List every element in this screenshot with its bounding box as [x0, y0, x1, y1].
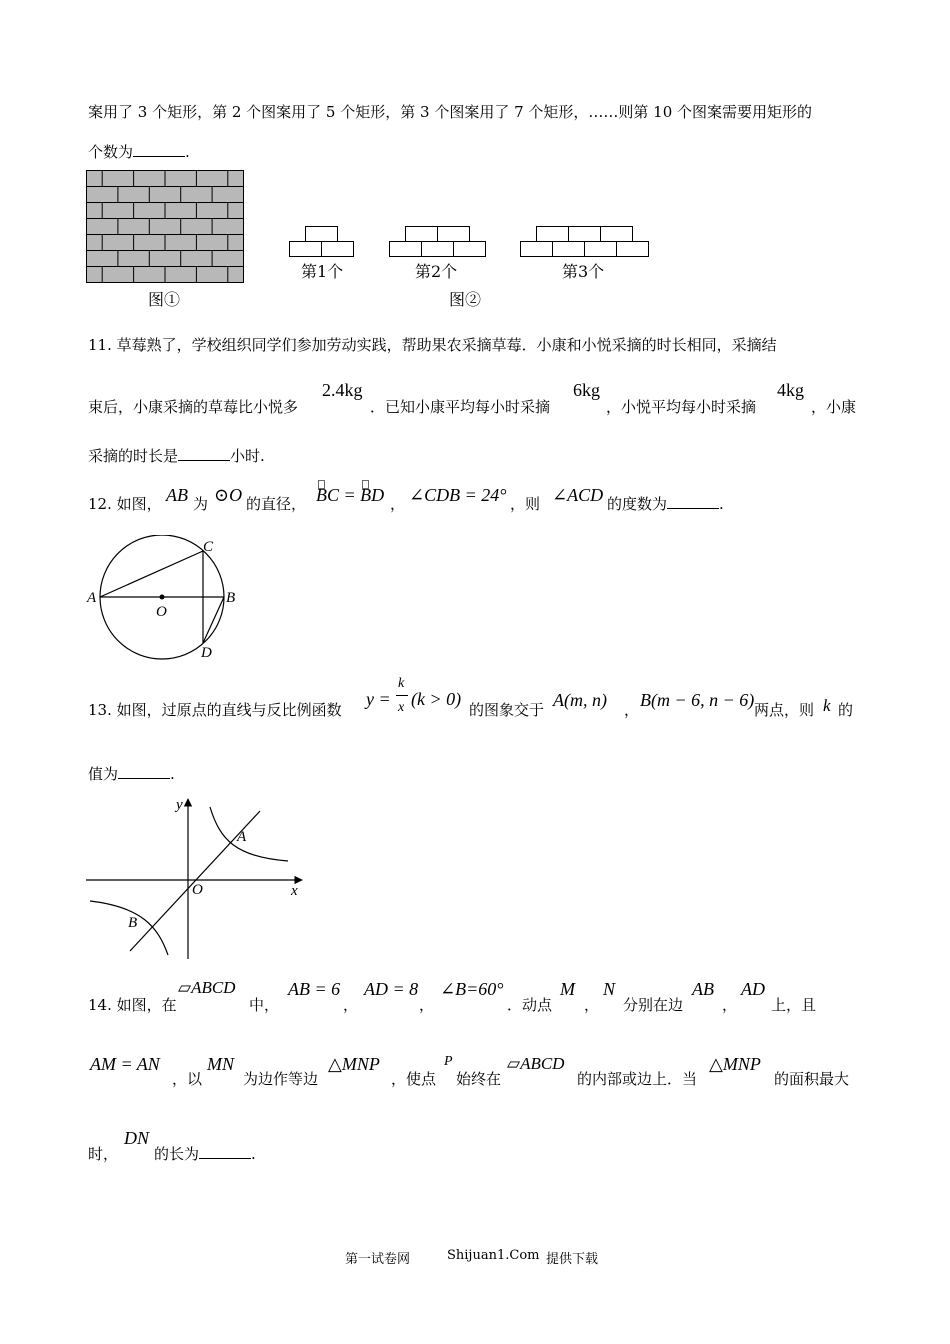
- q12-seg-end-text: 的度数为: [607, 495, 668, 513]
- fraction-bar: [396, 695, 408, 696]
- q11-line3: [88, 446, 265, 466]
- q10-line2-text: 个数为: [88, 143, 134, 161]
- q12-math-circle: ⊙O: [214, 485, 243, 505]
- q10-line1: 案用了 3 个矩形，第 2 个图案用了 5 个矩形，第 3 个图案用了 7 个矩形，……则第 10 个图案需要用矩形的: [88, 103, 813, 121]
- q14-math-tri: △MNP: [328, 1054, 380, 1074]
- q13-prefix: 13. 如图，过原点的直线与反比例函数: [88, 701, 342, 719]
- q13-math-y: y =: [366, 689, 391, 709]
- q14-math-m: M: [560, 979, 575, 999]
- q13-seg-two: 两点，则: [754, 701, 815, 719]
- q11-math-2-4kg: 2.4kg: [322, 380, 363, 400]
- q14-prefix: 14. 如图，在: [88, 996, 177, 1014]
- q14-math-dn: DN: [124, 1128, 150, 1148]
- q10-line2-end: .: [185, 143, 190, 161]
- q14-math-angle-b: ∠B=60°: [440, 979, 504, 999]
- q14-math-p: P: [444, 1054, 453, 1069]
- q14-seg-inside: 的内部或边上．当: [577, 1070, 698, 1088]
- q14-seg-always: 始终在: [456, 1070, 502, 1088]
- q11-seg3: ，小悦平均每小时采摘: [606, 398, 757, 416]
- q12-seg-then: ，则: [510, 495, 541, 513]
- footer-download-text: 提供下载: [546, 1252, 599, 1267]
- answer-blank: [199, 1144, 251, 1159]
- q11-seg1: 束后，小康采摘的草莓比小悦多: [88, 398, 299, 416]
- q14-end: .: [251, 1145, 256, 1163]
- q12-math-angle: ∠CDB = 24°: [409, 485, 507, 505]
- brick-wall-figure: [86, 170, 246, 284]
- q14-seg-area: 的面积最大: [774, 1070, 850, 1088]
- q12-seg-diam: 的直径，: [246, 495, 307, 513]
- q14-c1: ，: [343, 996, 359, 1014]
- pattern-label-2: 第2个: [415, 262, 458, 281]
- q14-seg-side: 为边作等边: [243, 1070, 319, 1088]
- q14-math-ad8: AD = 8: [364, 979, 419, 999]
- q14-math-n: N: [603, 979, 616, 999]
- q14-line3: [154, 1144, 256, 1164]
- q12-math-arc: BC = BD: [316, 485, 385, 505]
- q13-seg-meet: 的图象交于: [469, 701, 545, 719]
- q11-line1: 11. 草莓熟了，学校组织同学们参加劳动实践，帮助果农采摘草莓．小康和小悦采摘的时长相同，采摘结: [88, 336, 777, 354]
- q14-line3-pre: 时，: [88, 1145, 119, 1163]
- q13-math-x: x: [398, 700, 405, 715]
- q14-seg-and: 上，且: [771, 996, 817, 1014]
- q12-seg-end: [607, 494, 724, 514]
- q14-math-mn: MN: [207, 1054, 234, 1074]
- point-label-a: A: [237, 829, 247, 845]
- q14-c3: ，: [584, 996, 600, 1014]
- footer-site-name: 第一试卷网: [345, 1252, 411, 1267]
- fig2-caption: 图②: [449, 290, 482, 309]
- q13-line2-text: 值为: [88, 765, 119, 783]
- q13-math-kk: k: [823, 696, 831, 715]
- fig1-caption: 图①: [148, 290, 181, 309]
- q14-c4: ，: [722, 996, 738, 1014]
- q14-line3-text: 的长为: [154, 1145, 200, 1163]
- answer-blank: [667, 494, 719, 509]
- circle-figure: [84, 535, 244, 663]
- q13-end: .: [170, 765, 175, 783]
- footer-site-url[interactable]: Shijuan1.Com: [447, 1248, 540, 1263]
- rectangle-patterns-figure: [286, 222, 650, 262]
- q14-seg-zhong: 中，: [249, 996, 280, 1014]
- q11-math-6kg: 6kg: [573, 380, 600, 400]
- origin-label: O: [192, 882, 203, 898]
- q13-math-cond: (k > 0): [411, 689, 462, 709]
- answer-blank: [118, 764, 170, 779]
- hyperbola-graph: [86, 795, 308, 961]
- arc-mark-icons: [316, 479, 380, 491]
- q13-seg-de: 的: [838, 701, 854, 719]
- q11-seg2: ．已知小康平均每小时采摘: [370, 398, 551, 416]
- q12-prefix: 12. 如图，: [88, 495, 162, 513]
- q14-math-para: ▱ABCD: [178, 978, 236, 997]
- chord-bd: [203, 597, 224, 643]
- point-label-o: O: [156, 604, 167, 620]
- point-label-c: C: [203, 539, 214, 555]
- q12-end: .: [719, 495, 724, 513]
- answer-blank: [178, 446, 230, 461]
- q13-line2: [88, 764, 175, 784]
- q13-comma: ，: [624, 701, 640, 719]
- answer-blank: [133, 142, 185, 157]
- q13-math-a: A(m, n): [553, 690, 607, 710]
- q14-seg-on: 分别在边: [623, 996, 684, 1014]
- q14-math-para2: ▱ABCD: [507, 1054, 565, 1073]
- point-label-b: B: [128, 915, 138, 931]
- q14-math-tri2: △MNP: [709, 1054, 761, 1074]
- point-label-d: D: [201, 645, 212, 661]
- q13-math-k: k: [398, 676, 405, 691]
- q12-comma: ，: [390, 495, 406, 513]
- q14-math-am-an: AM = AN: [90, 1054, 160, 1074]
- pattern-label-1: 第1个: [301, 262, 344, 281]
- pattern-label-3: 第3个: [562, 262, 605, 281]
- q14-seg-move: ．动点: [507, 996, 553, 1014]
- q10-line2: [88, 142, 190, 162]
- q12-math-acd: ∠ACD: [552, 485, 604, 505]
- axis-label-y: y: [176, 797, 183, 813]
- axis-label-x: x: [291, 883, 298, 899]
- q14-seg-with: ，以: [172, 1070, 203, 1088]
- q11-line3-end: 小时.: [230, 447, 265, 465]
- q12-wei: 为: [193, 495, 209, 513]
- q14-math-ab: AB: [692, 979, 714, 999]
- q14-math-ab6: AB = 6: [288, 979, 341, 999]
- q14-seg-make: ，使点: [391, 1070, 437, 1088]
- q11-math-4kg: 4kg: [777, 380, 804, 400]
- q11-seg4: ，小康: [811, 398, 857, 416]
- point-label-a: A: [87, 590, 97, 606]
- center-point: [160, 595, 165, 600]
- q11-line3-text: 采摘的时长是: [88, 447, 179, 465]
- q13-math-b: B(m − 6, n − 6): [640, 690, 755, 710]
- chord-ac: [100, 551, 203, 597]
- q14-c2: ，: [419, 996, 435, 1014]
- q14-math-ad: AD: [741, 979, 765, 999]
- q12-math-ab: AB: [166, 485, 188, 505]
- point-label-b: B: [226, 590, 236, 606]
